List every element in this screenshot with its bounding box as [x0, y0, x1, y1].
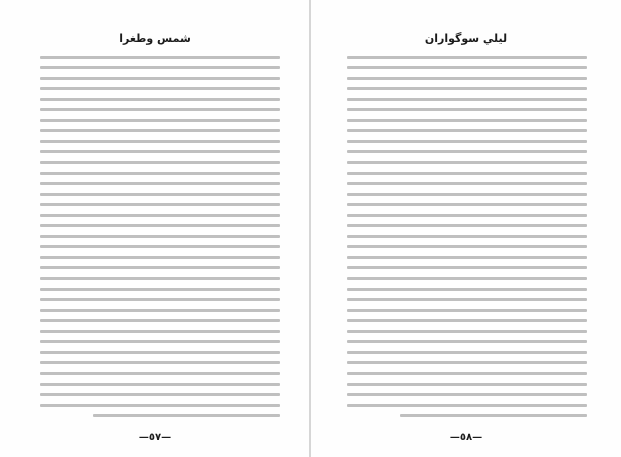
text-line [347, 277, 587, 280]
text-line [40, 256, 280, 259]
text-line [40, 266, 280, 269]
text-line [40, 351, 280, 354]
text-line [40, 140, 280, 143]
text-line [347, 108, 587, 111]
text-line [347, 288, 587, 291]
text-line [347, 203, 587, 206]
text-line [347, 309, 587, 312]
running-header: ليلي سوگواران [424, 32, 508, 45]
text-line [40, 129, 280, 132]
text-line [40, 330, 280, 333]
text-line [347, 150, 587, 153]
text-line [347, 372, 587, 375]
text-line [40, 288, 280, 291]
text-line [40, 245, 280, 248]
text-line [40, 404, 280, 407]
text-line [40, 182, 280, 185]
running-header: شمس وطغرا [119, 32, 191, 45]
text-line [347, 319, 587, 322]
text-line [40, 193, 280, 196]
text-line [347, 140, 587, 143]
text-line [347, 119, 587, 122]
text-line [347, 404, 587, 407]
text-line [347, 330, 587, 333]
text-line [40, 172, 280, 175]
text-line [347, 56, 587, 59]
text-line [347, 193, 587, 196]
text-line [40, 87, 280, 90]
text-line [40, 319, 280, 322]
text-line [347, 266, 587, 269]
text-line [40, 340, 280, 343]
text-line [347, 393, 587, 396]
text-line [40, 150, 280, 153]
text-line [400, 414, 587, 417]
text-line [347, 182, 587, 185]
page-number: —٥٨— [449, 432, 483, 443]
text-line [40, 66, 280, 69]
text-line [347, 66, 587, 69]
text-line [347, 224, 587, 227]
text-line [347, 383, 587, 386]
text-line [40, 77, 280, 80]
text-line [347, 77, 587, 80]
text-line [40, 56, 280, 59]
text-line [347, 340, 587, 343]
text-line [40, 98, 280, 101]
text-line [347, 214, 587, 217]
text-line [347, 87, 587, 90]
left-page [0, 0, 310, 457]
text-line [40, 383, 280, 386]
body-text [347, 48, 587, 417]
text-line [40, 224, 280, 227]
text-line [40, 298, 280, 301]
text-line [347, 172, 587, 175]
text-line [347, 161, 587, 164]
text-line [347, 351, 587, 354]
text-line [40, 309, 280, 312]
page-number: —٥٧— [138, 432, 172, 443]
text-line [40, 235, 280, 238]
body-text [40, 48, 280, 417]
text-line [347, 256, 587, 259]
text-line [347, 245, 587, 248]
text-line [40, 393, 280, 396]
text-line [347, 98, 587, 101]
text-line [347, 235, 587, 238]
right-page [311, 0, 621, 457]
text-line [40, 277, 280, 280]
text-line [347, 129, 587, 132]
text-line [40, 372, 280, 375]
text-line [40, 361, 280, 364]
text-line [93, 414, 280, 417]
text-line [347, 361, 587, 364]
text-line [40, 203, 280, 206]
text-line [40, 214, 280, 217]
text-line [347, 298, 587, 301]
text-line [40, 161, 280, 164]
text-line [40, 119, 280, 122]
text-line [40, 108, 280, 111]
